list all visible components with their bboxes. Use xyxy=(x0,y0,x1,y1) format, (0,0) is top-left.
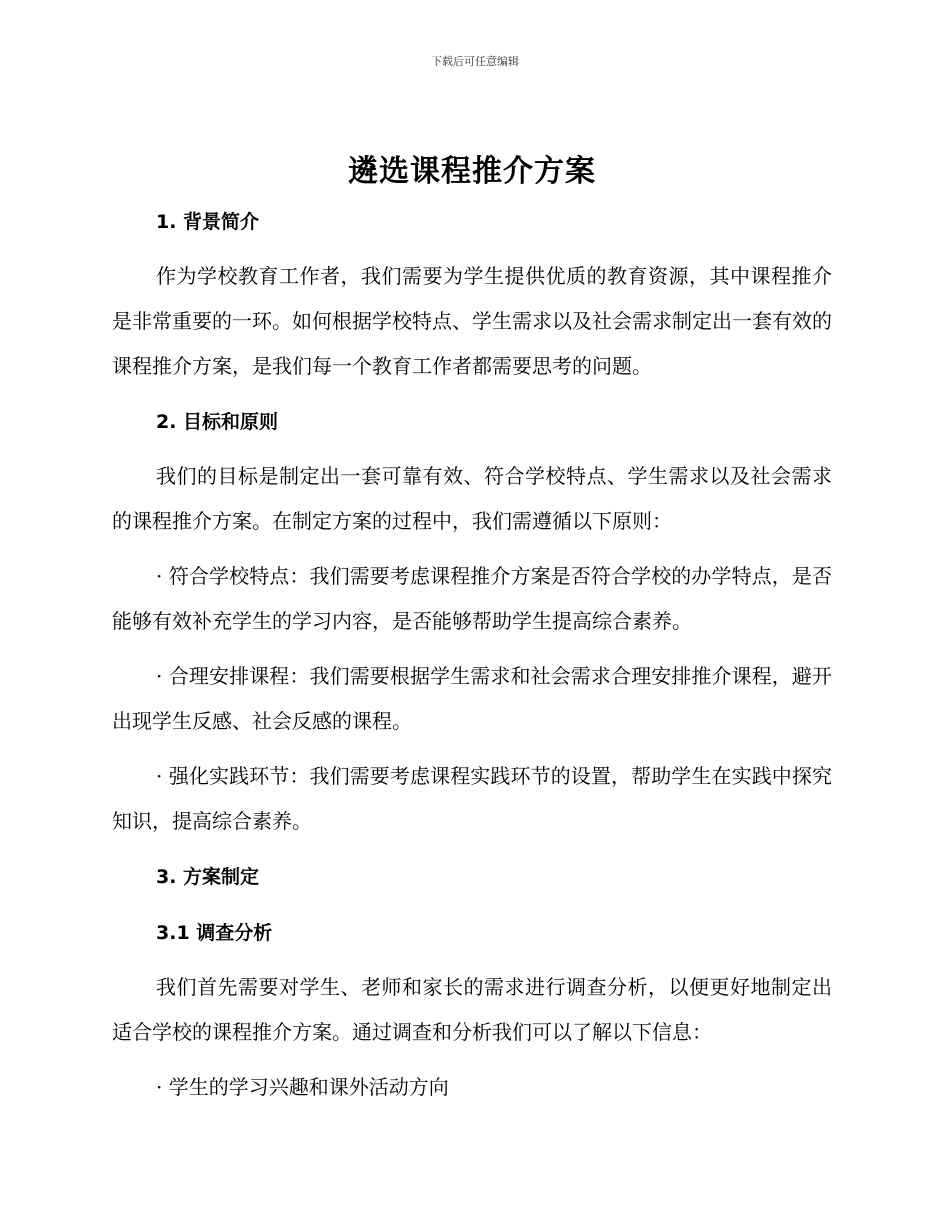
bullet-principle-practice: · 强化实践环节：我们需要考虑课程实践环节的设置，帮助学生在实践中探究知识，提高综合素养。 xyxy=(112,764,832,833)
paragraph-goals-intro: 我们的目标是制定出一套可靠有效、符合学校特点、学生需求以及社会需求的课程推介方案。在制定方案的过程中，我们需遵循以下原则： xyxy=(112,464,832,533)
bullet-principle-school: · 符合学校特点：我们需要考虑课程推介方案是否符合学校的办学特点，是否能够有效补充学生的学习内容，是否能够帮助学生提高综合素养。 xyxy=(112,564,832,633)
document-body xyxy=(112,145,832,1110)
bullet-principle-arrange: · 合理安排课程：我们需要根据学生需求和社会需求合理安排推介课程，避开出现学生反感、社会反感的课程。 xyxy=(112,664,832,733)
paragraph-background: 作为学校教育工作者，我们需要为学生提供优质的教育资源，其中课程推介是非常重要的一环。如何根据学校特点、学生需求以及社会需求制定出一套有效的课程推介方案，是我们每一个教育工作者都需要思考的问题。 xyxy=(112,264,832,378)
section-heading-goals: 2. 目标和原则 xyxy=(156,411,279,433)
section-heading-plan: 3. 方案制定 xyxy=(156,866,260,888)
section-heading-background: 1. 背景简介 xyxy=(156,211,260,233)
paragraph-survey-intro: 我们首先需要对学生、老师和家长的需求进行调查分析，以便更好地制定出适合学校的课程推介方案。通过调查和分析我们可以了解以下信息： xyxy=(112,975,832,1044)
header-note: 下载后可任意编辑 xyxy=(431,55,519,68)
section-heading-survey: 3.1 调查分析 xyxy=(156,922,273,944)
bullet-survey-interest: · 学生的学习兴趣和课外活动方向 xyxy=(156,1075,449,1099)
document-title: 遴选课程推介方案 xyxy=(348,154,596,189)
